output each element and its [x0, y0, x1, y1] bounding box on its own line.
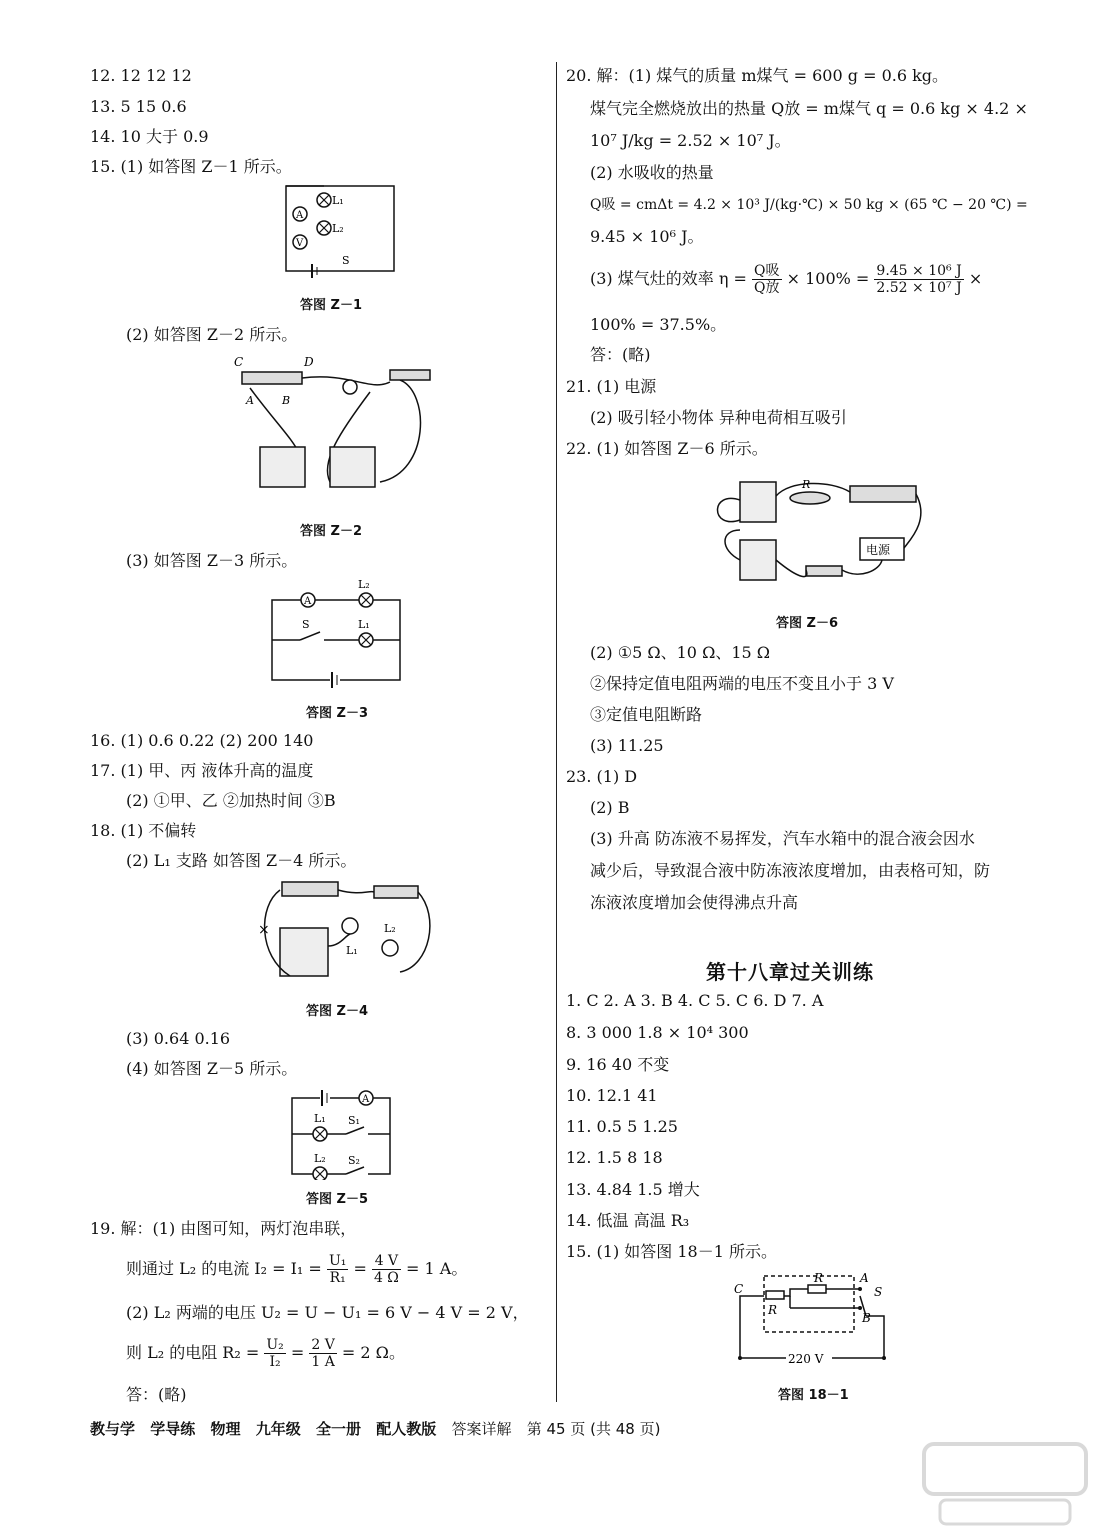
label-l2: L₂ — [358, 578, 370, 591]
answer-ch18-8: 8. 3 000 1.8 × 10⁴ 300 — [566, 1023, 749, 1042]
watermark-logo — [920, 1440, 1090, 1530]
label-s: S — [874, 1285, 883, 1299]
footer-subject: 物理 — [210, 1420, 241, 1438]
fraction-2v-1a: $\frac{2 V}{1 A}$ — [311, 1337, 335, 1370]
section-heading: 第十八章过关训练 — [706, 960, 874, 984]
answer-23-5: 冻液浓度增加会使得沸点升高 — [590, 893, 799, 912]
answer-23-4: 减少后，导致混合液中防冻液浓度增加，由表格可知，防 — [590, 861, 991, 880]
label-l1: L₁ — [346, 944, 358, 957]
fraction-4v-4ohm: $\frac{4 V}{4 \Omega}$ — [373, 1253, 399, 1286]
label-c: C — [234, 355, 244, 369]
caption-z5: 答图 Z－5 — [306, 1192, 368, 1207]
answer-23-2: (2) B — [590, 798, 630, 817]
answer-19-5: 答：(略) — [126, 1385, 187, 1404]
answer-18-3: (3) 0.64 0.16 — [126, 1029, 231, 1048]
wiring-diagram-z2 — [230, 352, 440, 502]
label-power: 电源 — [866, 543, 891, 557]
label-l2: L₂ — [332, 222, 344, 235]
answer-12: 12. 12 12 12 — [90, 66, 192, 85]
answer-20-4: (2) 水吸收的热量 — [590, 163, 714, 182]
answer-ch18-10: 10. 12.1 41 — [566, 1086, 658, 1105]
footer-series: 学导练 — [150, 1420, 196, 1438]
label-s1: S₁ — [348, 1114, 360, 1127]
answer-22-5: (3) 11.25 — [590, 736, 664, 755]
fraction-u2-i2: $\frac{\text{U₂}}{\text{I₂}}$ — [266, 1337, 284, 1370]
circuit-diagram-z3 — [266, 578, 406, 688]
label-b: B — [282, 394, 291, 407]
answer-21-1: 21. (1) 电源 — [566, 377, 657, 396]
answer-ch18-12: 12. 1.5 8 18 — [566, 1148, 663, 1167]
footer-section: 答案详解 — [451, 1420, 512, 1438]
page-footer — [90, 1418, 670, 1439]
label-d: D — [304, 355, 314, 369]
answer-23-1: 23. (1) D — [566, 767, 638, 786]
wiring-diagram-z4 — [250, 876, 440, 994]
answer-20-1: 20. 解：(1) 煤气的质量 m煤气 = 600 g = 0.6 kg。 — [566, 66, 949, 85]
label-l2: L₂ — [314, 1152, 326, 1165]
label-a: A — [860, 1271, 869, 1285]
footer-brand: 教与学 — [90, 1420, 136, 1438]
label-a: A — [304, 596, 312, 607]
answer-20-7 — [590, 262, 982, 296]
answer-20-8: 100% = 37.5%。 — [590, 315, 727, 334]
label-s2: S₂ — [348, 1154, 360, 1167]
answer-18-2: (2) L₁ 支路 如答图 Z－4 所示。 — [126, 851, 357, 870]
answer-14: 14. 10 大于 0.9 — [90, 127, 209, 146]
answer-20-3: 10⁷ J/kg = 2.52 × 10⁷ J。 — [590, 131, 791, 150]
caption-18-1: 答图 18－1 — [778, 1388, 849, 1403]
answer-19-3: (2) L₂ 两端的电压 U₂ = U − U₁ = 6 V − 4 V = 2 V， — [126, 1303, 529, 1322]
answer-ch18-15: 15. (1) 如答图 18－1 所示。 — [566, 1242, 777, 1261]
answer-22-1: 22. (1) 如答图 Z－6 所示。 — [566, 439, 768, 458]
fraction-heat-ratio: $\frac{\text{9.45 × 10⁶ J}}{\text{2.52 × 10⁷ J}}$ — [876, 263, 962, 296]
fraction-q-ratio: $\frac{\text{Q吸}}{\text{Q放}}$ — [754, 263, 780, 296]
caption-z6: 答图 Z－6 — [776, 616, 838, 631]
answer-22-2: (2) ①5 Ω、10 Ω、15 Ω — [590, 643, 771, 662]
answer-15-3: (3) 如答图 Z－3 所示。 — [126, 551, 298, 570]
answer-15-1: 15. (1) 如答图 Z－1 所示。 — [90, 157, 292, 176]
label-l1: L₁ — [314, 1112, 326, 1125]
answer-23-3: (3) 升高 防冻液不易挥发，汽车水箱中的混合液会因水 — [590, 829, 975, 848]
answer-20-6: 9.45 × 10⁶ J。 — [590, 227, 704, 246]
caption-z1: 答图 Z－1 — [300, 298, 362, 313]
answer-20-7-text: (3) 煤气灶的效率 η = — [590, 269, 747, 288]
label-a: A — [296, 210, 304, 221]
fraction-u1-r1: $\frac{\text{U₁}}{\text{R₁}}$ — [328, 1253, 347, 1286]
answer-19-4-text: 则 L₂ 的电阻 R₂ = — [126, 1343, 260, 1362]
answer-13: 13. 5 15 0.6 — [90, 97, 187, 116]
answer-17-1: 17. (1) 甲、丙 液体升高的温度 — [90, 761, 314, 780]
answer-20-7-mid: × 100% = — [786, 269, 870, 288]
wiring-diagram-z6 — [710, 470, 946, 590]
answer-22-4: ③定值电阻断路 — [590, 705, 703, 724]
label-s: S — [342, 254, 350, 267]
answer-ch18-13: 13. 4.84 1.5 增大 — [566, 1180, 700, 1199]
label-l2: L₂ — [384, 922, 396, 935]
answer-18-4: (4) 如答图 Z－5 所示。 — [126, 1059, 298, 1078]
answer-19-1: 19. 解：(1) 由图可知，两灯泡串联， — [90, 1219, 357, 1238]
circuit-diagram-z5 — [286, 1084, 396, 1180]
answer-19-2-result: = 1 A。 — [406, 1259, 468, 1278]
answer-ch18-1-7: 1. C 2. A 3. B 4. C 5. C 6. D 7. A — [566, 991, 824, 1010]
answer-18-1: 18. (1) 不偏转 — [90, 821, 197, 840]
answer-ch18-9: 9. 16 40 不变 — [566, 1055, 670, 1074]
footer-grade: 九年级 — [255, 1420, 301, 1438]
label-l1: L₁ — [358, 618, 370, 631]
label-voltage: 220 V — [788, 1352, 824, 1366]
caption-z2: 答图 Z－2 — [300, 524, 362, 539]
label-s: S — [302, 618, 310, 631]
mark-x: × — [258, 922, 270, 938]
answer-20-2: 煤气完全燃烧放出的热量 Q放 = m煤气 q = 0.6 kg × 4.2 × — [590, 99, 1028, 118]
label-r-bottom: R — [768, 1303, 778, 1317]
answer-19-2-text: 则通过 L₂ 的电流 I₂ = I₁ = — [126, 1259, 322, 1278]
footer-volume: 全一册 — [316, 1420, 362, 1438]
label-r: R — [802, 478, 811, 491]
answer-15-2: (2) 如答图 Z－2 所示。 — [126, 325, 298, 344]
answer-19-2: 则通过 L₂ 的电流 I₂ = I₁ = $\frac{\text{U₁}}{\text{R₁}}$ = $\frac{4 V}{4 \Omega}$ = 1 A。 — [126, 1253, 468, 1286]
answer-19-4: 则 L₂ 的电阻 R₂ = $\frac{\text{U₂}}{\text{I₂}}$ = $\frac{2 V}{1 A}$ = 2 Ω。 — [126, 1337, 405, 1370]
answer-ch18-11: 11. 0.5 5 1.25 — [566, 1117, 678, 1136]
footer-page-number: 第 45 页 (共 48 页) — [526, 1420, 661, 1438]
circuit-diagram-18-1 — [734, 1268, 894, 1374]
answer-20-5: Q吸 = cmΔt = 4.2 × 10³ J/(kg·℃) × 50 kg × (65 ℃ − 20 ℃) = — [590, 197, 1028, 213]
label-v: V — [296, 238, 304, 249]
footer-edition: 配人教版 — [376, 1420, 437, 1438]
label-r-top: R — [814, 1271, 824, 1285]
label-a: A — [246, 394, 254, 407]
answer-19-4-result: = 2 Ω。 — [341, 1343, 405, 1362]
answer-17-2: (2) ①甲、乙 ②加热时间 ③B — [126, 791, 336, 810]
label-b: B — [862, 1311, 871, 1325]
caption-z3: 答图 Z－3 — [306, 706, 368, 721]
caption-z4: 答图 Z－4 — [306, 1004, 368, 1019]
label-a: A — [362, 1094, 370, 1105]
answer-ch18-14: 14. 低温 高温 R₃ — [566, 1211, 690, 1230]
answer-21-2: (2) 吸引轻小物体 异种电荷相互吸引 — [590, 408, 847, 427]
column-divider — [556, 62, 557, 1402]
label-l1: L₁ — [332, 194, 344, 207]
circuit-diagram-z1 — [280, 180, 400, 280]
answer-20-9: 答：(略) — [590, 345, 651, 364]
answer-22-3: ②保持定值电阻两端的电压不变且小于 3 V — [590, 674, 894, 693]
answer-20-7-times: × — [968, 269, 983, 288]
label-c: C — [734, 1282, 744, 1296]
answer-16: 16. (1) 0.6 0.22 (2) 200 140 — [90, 731, 314, 750]
